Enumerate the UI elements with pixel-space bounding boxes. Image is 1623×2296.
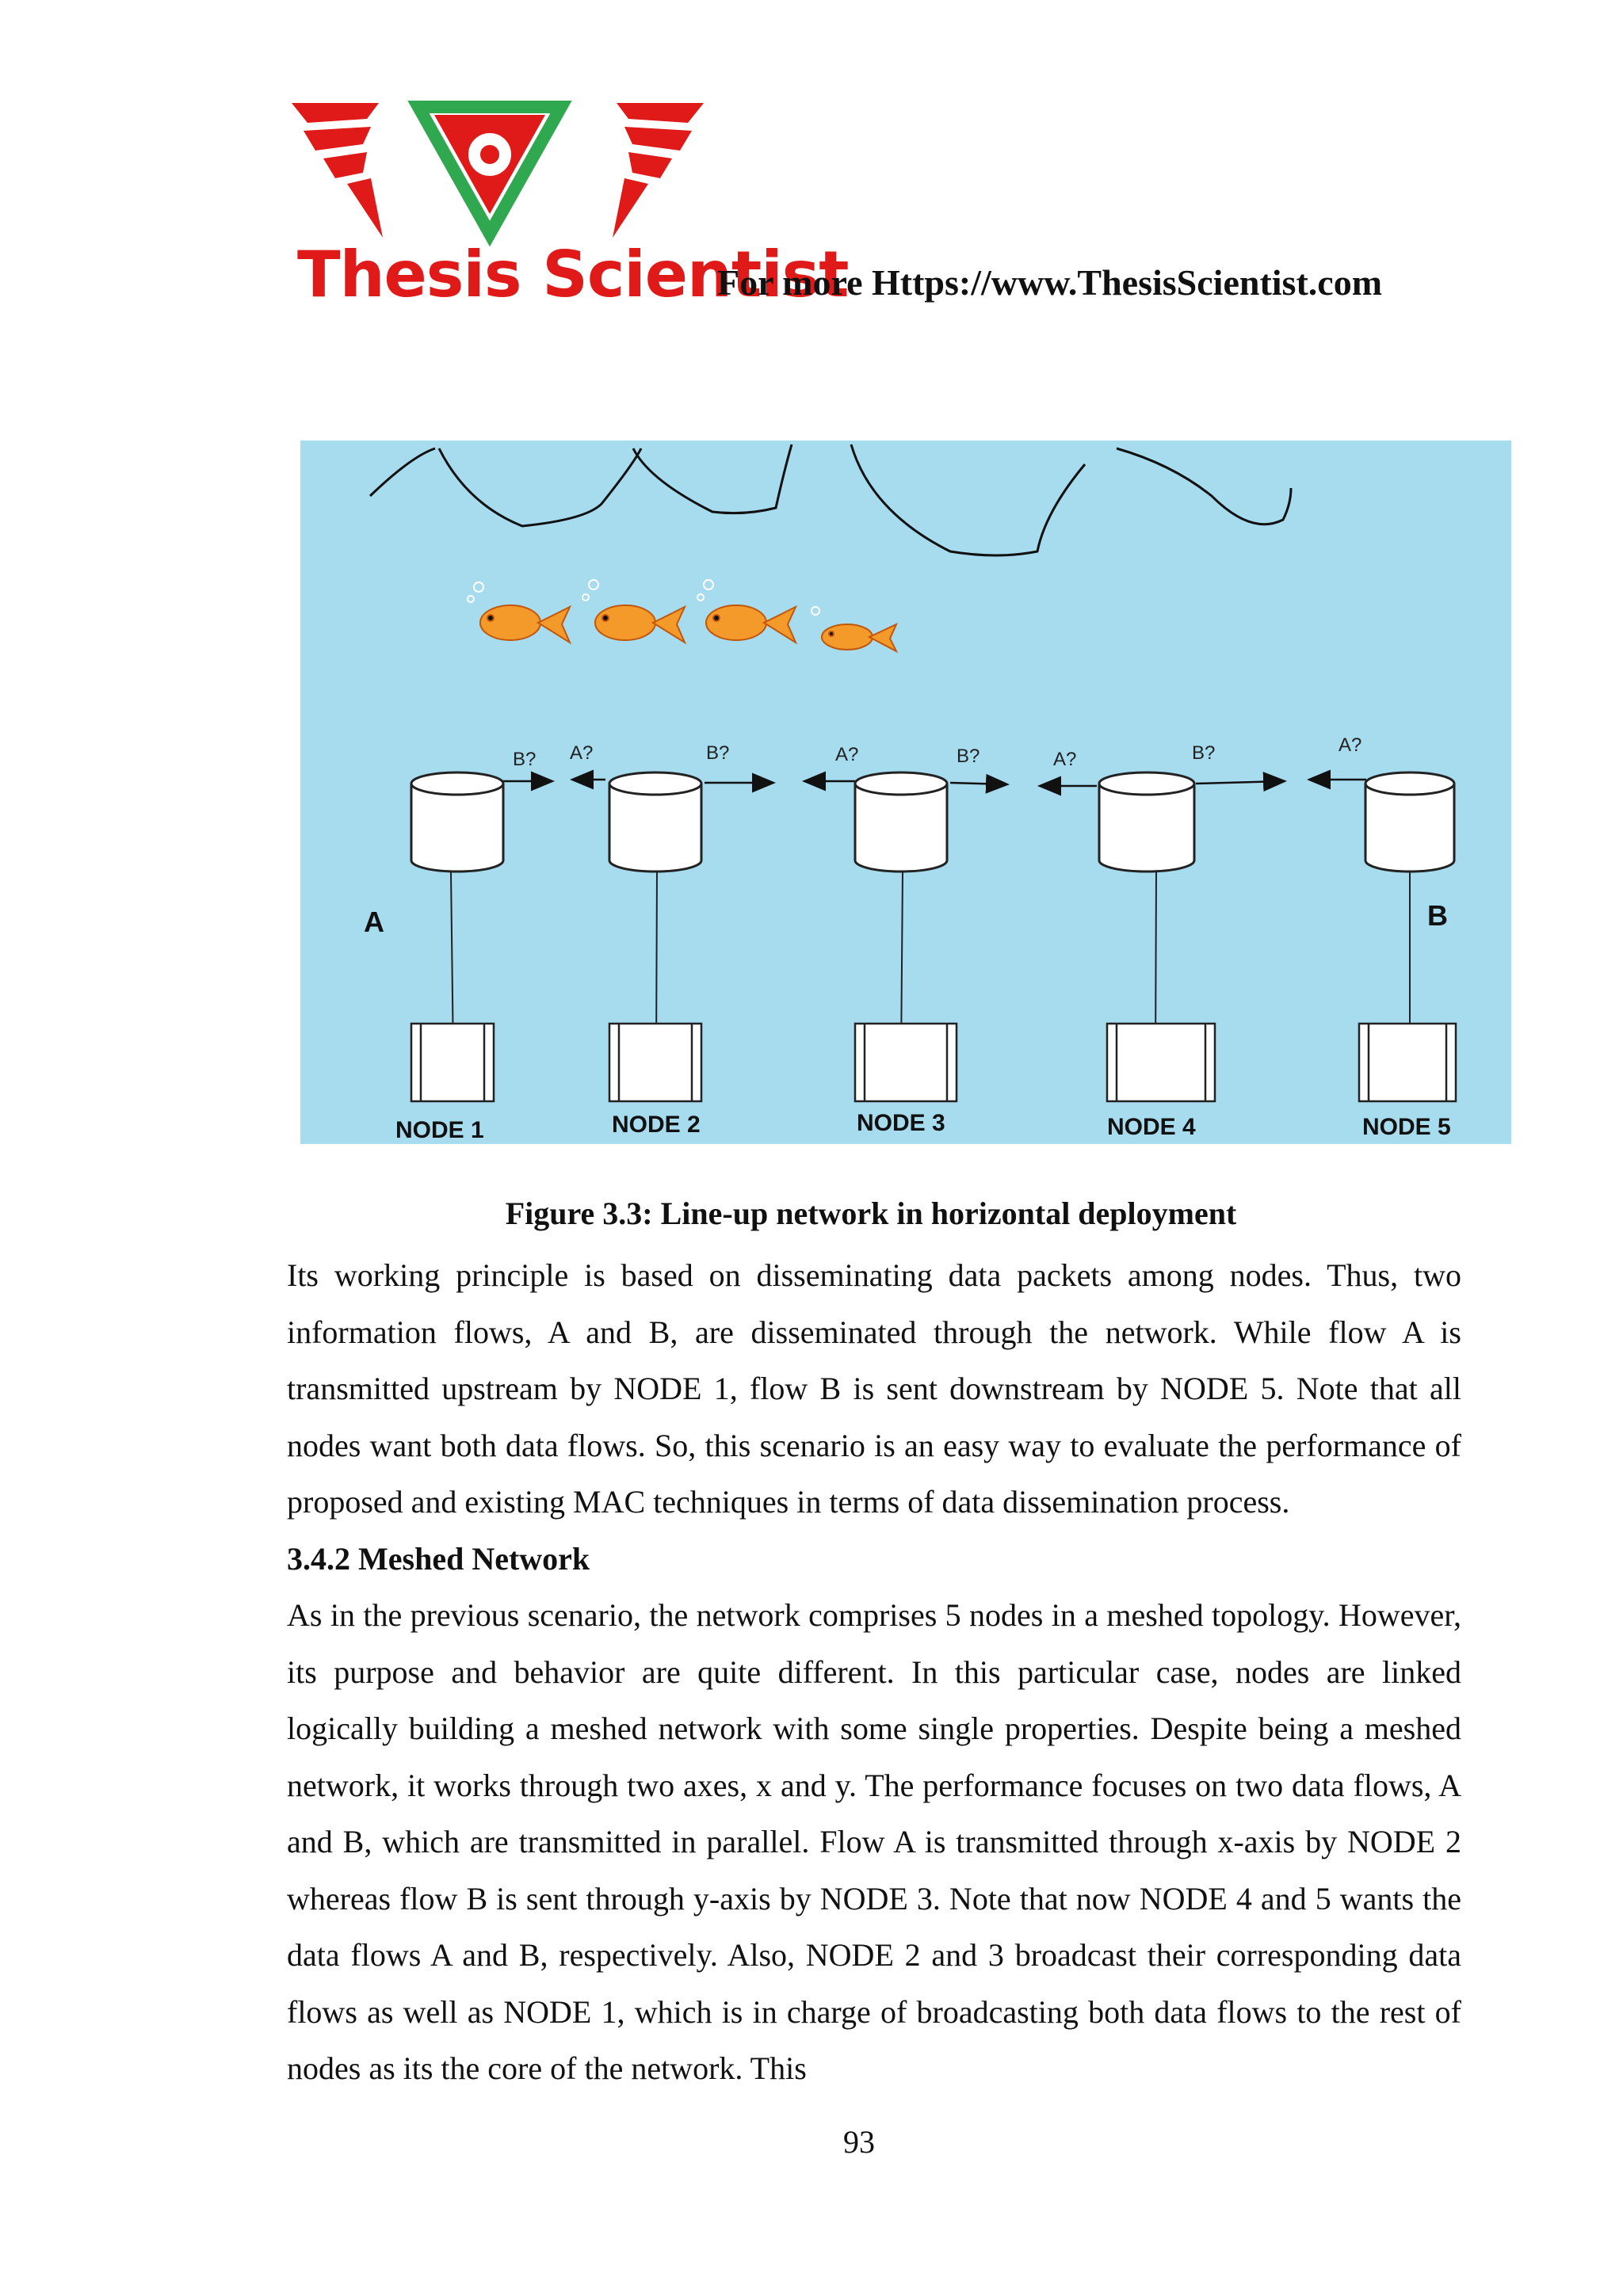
node-box-3 bbox=[855, 1024, 957, 1101]
figure-caption: Figure 3.3: Line-up network in horizontal deployment bbox=[505, 1196, 1237, 1231]
node-cylinder-5 bbox=[1365, 772, 1454, 871]
flow-a-label: A bbox=[364, 906, 384, 938]
query-label: A? bbox=[1338, 734, 1362, 756]
node-box-2 bbox=[609, 1024, 701, 1101]
node-label: NODE 4 bbox=[1107, 1114, 1196, 1140]
left-wing-icon bbox=[292, 103, 383, 238]
node-box-4 bbox=[1107, 1024, 1215, 1101]
website-link[interactable]: For more Https://www.ThesisScientist.com bbox=[717, 262, 1383, 303]
query-label: A? bbox=[1053, 749, 1077, 770]
query-label: B? bbox=[957, 746, 980, 767]
node-cylinder-3 bbox=[855, 772, 947, 871]
node-box-1 bbox=[411, 1024, 494, 1101]
flow-b-label: B bbox=[1427, 899, 1448, 932]
query-label: B? bbox=[513, 749, 537, 770]
node-label: NODE 2 bbox=[612, 1112, 701, 1138]
page-number: 93 bbox=[843, 2124, 875, 2160]
node-cylinder-2 bbox=[609, 772, 701, 871]
node-label: NODE 3 bbox=[857, 1110, 945, 1136]
query-label: A? bbox=[835, 744, 859, 765]
node-cylinder-4 bbox=[1099, 772, 1194, 871]
query-label: A? bbox=[570, 742, 594, 764]
paragraph-meshed: As in the previous scenario, the network comprises 5 nodes in a meshed topology. However, its purpose and behavior are quite different. In this particular case, nodes are linked logically building a meshed network with some single properties. Despite being a meshed network, it works through two axes, x and y. The performance focuses on two data flows, A and B, which are transmitted in parallel. Flow A is transmitted through x-axis by NODE 2 whereas flow B is sent through y-axis by NODE 3. Note that now NODE 4 and 5 wants the data flows A and B, respectively. Also, NODE 2 and 3 broadcast their corresponding data flows as well as NODE 1, which is in charge of broadcasting both data flows to the rest of nodes as its the core of the network. This bbox=[287, 1597, 1461, 2086]
node-label: NODE 1 bbox=[395, 1117, 484, 1143]
body-section-1 bbox=[287, 1247, 1461, 2097]
right-wing-icon bbox=[613, 103, 704, 238]
query-label: B? bbox=[706, 742, 730, 764]
node-label: NODE 5 bbox=[1362, 1114, 1451, 1140]
logo-text: Thesis Scientist bbox=[297, 238, 849, 311]
node-cylinder-1 bbox=[411, 772, 503, 871]
line-up-network-figure bbox=[300, 441, 1511, 1144]
section-heading: 3.4.2 Meshed Network bbox=[287, 1540, 590, 1577]
paragraph-line-up: Its working principle is based on disseminating data packets among nodes. Thus, two information flows, A and B, are disseminated through the network. While flow A is transmitted upstream by NODE 1, flow B is sent downstream by NODE 5. Note that all nodes want both data flows. So, this scenario is an easy way to evaluate the performance of proposed and existing MAC techniques in terms of data dissemination process. bbox=[287, 1257, 1461, 1520]
query-label: B? bbox=[1192, 742, 1216, 764]
node-box-5 bbox=[1359, 1024, 1456, 1101]
